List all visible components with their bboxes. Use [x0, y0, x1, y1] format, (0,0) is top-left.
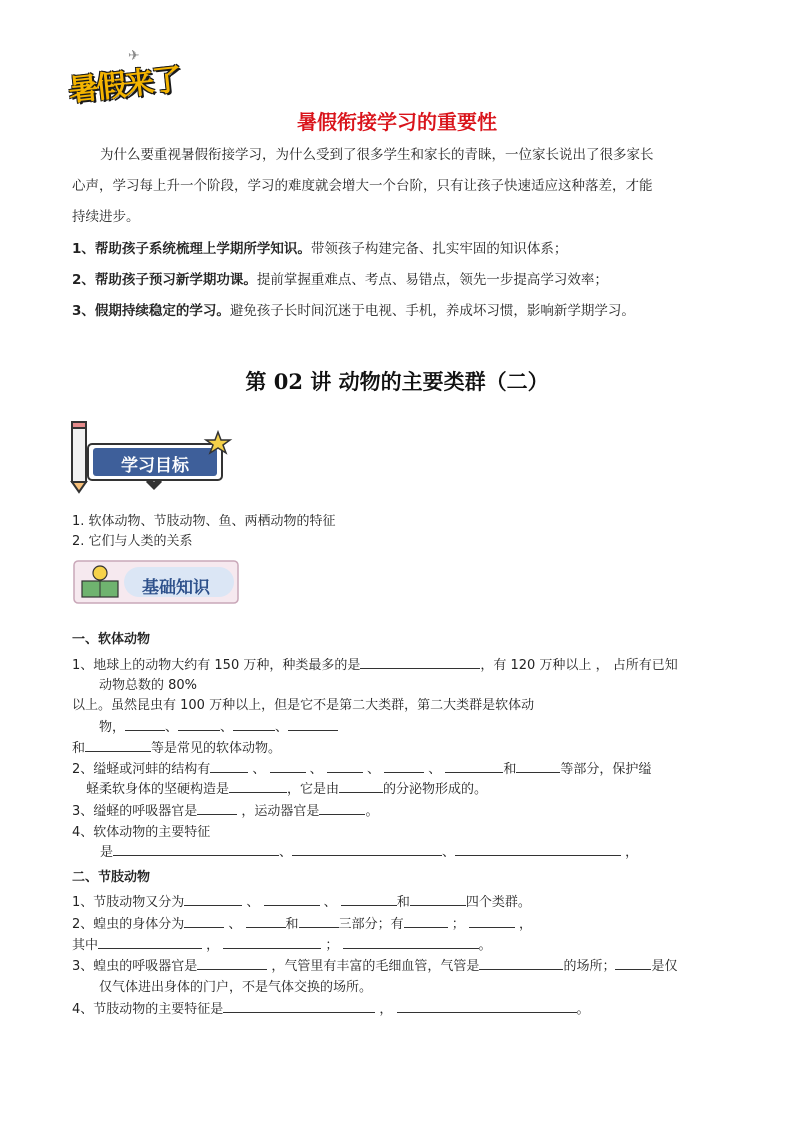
fill-blank[interactable] — [98, 934, 202, 949]
header-title: 暑假衔接学习的重要性 — [297, 110, 497, 134]
fill-blank[interactable] — [85, 737, 151, 752]
fill-blank[interactable] — [125, 716, 165, 731]
basic-knowledge-label: 基础知识 — [142, 578, 210, 598]
fill-blank[interactable] — [113, 841, 279, 856]
fill-blank[interactable] — [343, 934, 479, 949]
fill-blank[interactable] — [184, 913, 224, 928]
point-1: 1、帮助孩子系统梳理上学期所学知识。带领孩子构建完备、扎实牢固的知识体系； — [72, 241, 568, 257]
section-2-heading: 二、节肢动物 — [72, 870, 151, 885]
s1-q1-line4: 物， 、 、 、 — [99, 716, 338, 735]
fill-blank[interactable] — [339, 778, 383, 793]
s2-q4: 4、节肢动物的主要特征是 ， 。 — [72, 998, 590, 1017]
pencil-icon — [72, 422, 86, 492]
fill-blank[interactable] — [327, 758, 363, 773]
s1-q3: 3、缢蛏的呼吸器官是 ，运动器官是 。 — [72, 800, 378, 819]
s1-q2-line2: 蛏柔软身体的坚硬构造是 ，它是由 的分泌物形成的。 — [86, 778, 487, 797]
s2-q1: 1、节肢动物又分为 、 、 和 四个类群。 — [72, 891, 531, 910]
fill-blank[interactable] — [178, 716, 220, 731]
fill-blank[interactable] — [410, 891, 466, 906]
fill-blank[interactable] — [223, 998, 375, 1013]
lesson-title: 第 02 讲 动物的主要类群（二） — [245, 369, 549, 394]
intro-line-2: 心声，学习每上升一个阶段，学习的难度就会增大一个台阶，只有让孩子快速适应这种落差，才能 — [72, 178, 653, 194]
blank[interactable] — [360, 654, 480, 669]
s2-q3-line1: 3、蝗虫的呼吸器官是 ，气管里有丰富的毛细血管，气管是 的场所； 是仅 — [72, 955, 677, 974]
s1-q1-line5: 和 等是常见的软体动物。 — [72, 737, 281, 756]
s1-q1-line2: 动物总数的 80% — [99, 678, 198, 693]
fill-blank[interactable] — [270, 758, 306, 773]
goal-1: 1. 软体动物、节肢动物、鱼、两栖动物的特征 — [72, 514, 336, 529]
fill-blank[interactable] — [210, 758, 248, 773]
fill-blank[interactable] — [469, 913, 515, 928]
fill-blank[interactable] — [184, 891, 242, 906]
paper-plane-icon: ✈ — [128, 48, 140, 64]
fill-blank[interactable] — [223, 934, 321, 949]
s1-q4-line1: 4、软体动物的主要特征 — [72, 825, 211, 840]
fill-blank[interactable] — [516, 758, 560, 773]
fill-blank[interactable] — [455, 841, 621, 856]
fill-blank[interactable] — [288, 716, 338, 731]
fill-blank[interactable] — [384, 758, 424, 773]
point-2: 2、帮助孩子预习新学期功课。提前掌握重难点、考点、易错点，领先一步提高学习效率； — [72, 272, 608, 288]
s1-q2-line1: 2、缢蛏或河蚌的结构有 、 、 、 、 和 等部分，保护缢 — [72, 758, 651, 777]
summer-logo — [62, 46, 190, 112]
s2-q2-line2: 其中 ， ； 。 — [72, 934, 492, 953]
fill-blank[interactable] — [299, 913, 339, 928]
s2-q2-line1: 2、蝗虫的身体分为 、 和 三部分；有 ； ， — [72, 913, 532, 932]
fill-blank[interactable] — [319, 800, 365, 815]
fill-blank[interactable] — [197, 955, 267, 970]
point-3: 3、假期持续稳定的学习。避免孩子长时间沉迷于电视、手机，养成坏习惯，影响新学期学习。 — [72, 303, 635, 319]
fill-blank[interactable] — [233, 716, 275, 731]
intro-paragraph — [72, 140, 722, 233]
section-1-heading: 一、软体动物 — [72, 632, 151, 647]
fill-blank[interactable] — [397, 998, 577, 1013]
logo-text: 暑假来了 — [66, 62, 182, 109]
fill-blank[interactable] — [246, 913, 286, 928]
s2-q3-line2: 仅气体进出身体的门户，不是气体交换的场所。 — [99, 980, 373, 995]
fill-blank[interactable] — [341, 891, 397, 906]
fill-blank[interactable] — [264, 891, 320, 906]
fill-blank[interactable] — [404, 913, 448, 928]
fill-blank[interactable] — [615, 955, 651, 970]
fill-blank[interactable] — [197, 800, 237, 815]
goal-2: 2. 它们与人类的关系 — [72, 534, 193, 549]
s1-q4-line2: 是 、 、 ， — [100, 841, 638, 860]
s1-q1-line3: 以上。虽然昆虫有 100 万种以上，但是它不是第二大类群，第二大类群是软体动 — [72, 698, 535, 713]
fill-blank[interactable] — [445, 758, 503, 773]
fill-blank[interactable] — [292, 841, 442, 856]
s1-q1-line1: 1、地球上的动物大约有 150 万种，种类最多的是 ，有 120 万种以上 ， 占所有已知 — [72, 654, 678, 673]
learning-goals-label: 学习目标 — [121, 456, 189, 476]
fill-blank[interactable] — [479, 955, 563, 970]
fill-blank[interactable] — [229, 778, 287, 793]
intro-line-1: 为什么要重视暑假衔接学习，为什么受到了很多学生和家长的青睐，一位家长说出了很多家长 — [100, 147, 654, 163]
intro-line-3: 持续进步。 — [72, 209, 140, 225]
